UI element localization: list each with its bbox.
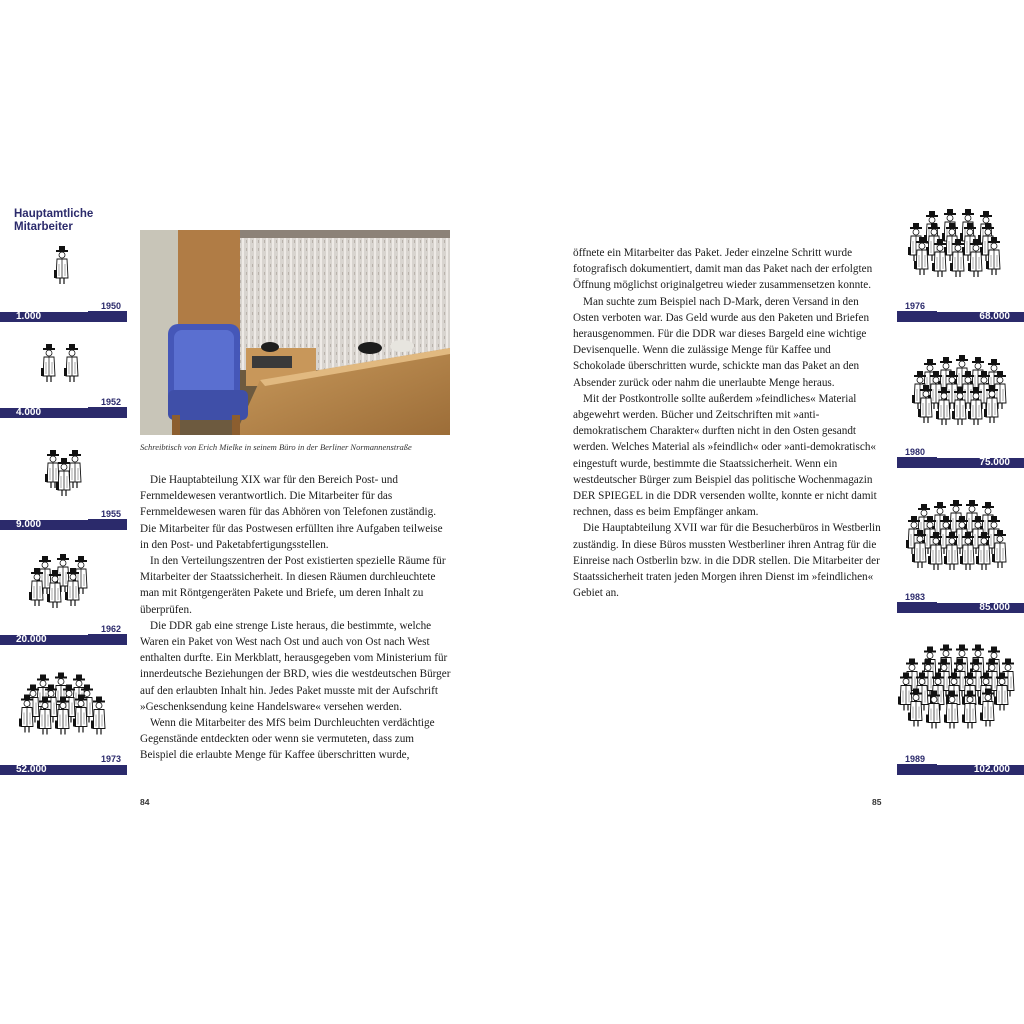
stat-count-bar: [897, 603, 1024, 613]
stat-1983: [897, 490, 1024, 613]
stat-year: 1983: [905, 592, 926, 602]
office-desk-photo: [140, 230, 450, 435]
paragraph: In den Verteilungszentren der Post existierten spezielle Räume für Mitarbeiter der Staatssicherheit. In diesen Räumen durchleuchtete man mit Röntgengeräten Pakete und Briefe, um deren Inhalt zu überprüfen.: [140, 555, 446, 616]
stat-1980: [897, 345, 1024, 468]
stat-count: 75.000: [979, 457, 1010, 468]
agent-figures-icon: [897, 641, 1024, 761]
right-page: [512, 0, 1024, 1024]
paragraph: Mit der Postkontrolle sollte außerdem »feindliches« Material abgewehrt werden. Bücher und Zeitschriften mit »anti-demokratischem Charakter« durften nicht in den Osten gesandt werden. Welches Material als »feindlich« oder »anti-demokratisch« eingestuft wurde, bestimmte die Staatssicherheit. Wenn ein westdeutscher Bürger zum Beispiel das politische Wochenmagazin DER SPIEGEL in die DDR versenden wollte, konnte er nicht damit rechnen, dass es beim Empfänger ankam.: [573, 392, 877, 519]
agent-figures-icon: [0, 666, 127, 761]
paragraph: Die Hauptabteilung XIX war für den Bereich Post- und Fernmeldewesen verantwortlich. Die Mitarbeiter für das Fernmeldewesen waren für das Abhören von Telefonen zuständig. Die Mitarbeiter für das Postwesen erfüllten ihre Aufgaben teilweise in den Post- und Paketabfertigungsstellen.: [140, 474, 443, 551]
photo-caption: Schreibtisch von Erich Mielke in seinem Büro in der Berliner Normannenstraße: [140, 442, 412, 452]
stat-year: 1950: [100, 301, 121, 311]
paragraph: Wenn die Mitarbeiter des MfS beim Durchleuchten verdächtige Gegenstände entdeckten oder wenn sie vermuteten, dass zum Beispiel die erlaubte Menge für Kaffee überschritten wurde,: [140, 717, 435, 762]
right-body-text: [573, 245, 885, 601]
stat-count: 52.000: [16, 764, 47, 775]
stat-1976: [897, 200, 1024, 322]
stat-year: 1962: [100, 624, 121, 634]
agent-figures-icon: [0, 446, 127, 516]
page-number: 85: [872, 797, 882, 807]
left-body-text: [140, 472, 452, 764]
sidebar-heading: Hauptamtliche Mitarbeiter: [14, 208, 94, 233]
agent-figures-icon: [0, 238, 127, 308]
stat-count-bar: [897, 312, 1024, 322]
agent-figures-icon: [0, 551, 127, 631]
stat-count-bar: [0, 520, 127, 530]
stat-1950: [0, 240, 127, 322]
paragraph: Die DDR gab eine strenge Liste heraus, die bestimmte, welche Waren ein Paket von West nach Ost und auch von Ost nach West enthalten durfte. Ein Merkblatt, herausgegeben vom Ministerium für innerdeutsche Beziehungen der BRD, wies die westdeutschen Bürger auf den erlaubten Inhalt hin. Jedes Paket musste mit der Aufschrift »Geschenksendung keine Handelsware« versehen werden.: [140, 619, 451, 713]
stat-count: 20.000: [16, 634, 47, 645]
stat-count: 4.000: [16, 407, 42, 418]
stat-1952: [0, 334, 127, 418]
paragraph: Die Hauptabteilung XVII war für die Besucherbüros in Westberlin zuständig. In diese Büros mussten Westberliner ihren Antrag für die Einreise nach Ostberlin bzw. in die DDR stellen. Die Mitarbeiter der Staatssicherheit traten jeden Morgen ihren Dienst im »feindlichen« Gebiet an.: [573, 522, 881, 600]
stat-year: 1980: [905, 447, 926, 457]
page-number: 84: [140, 797, 150, 807]
stat-count: 102.000: [973, 764, 1010, 775]
stat-1962: [0, 550, 127, 645]
agent-figures-icon: [897, 208, 1024, 308]
stat-count-bar: [0, 408, 127, 418]
stat-count-bar: [897, 765, 1024, 775]
stat-count-bar: [0, 312, 127, 322]
agent-figures-icon: [0, 334, 127, 404]
paragraph: öffnete ein Mitarbeiter das Paket. Jeder einzelne Schritt wurde fotografisch dokumentiert, damit man das Paket nach der erfolgten Öffnung möglichst originalgetreu wieder zusammensetzen konnte.: [573, 247, 873, 292]
agent-figures-icon: [897, 499, 1024, 599]
agent-figures-icon: [897, 354, 1024, 454]
stat-count: 85.000: [979, 602, 1010, 613]
stat-year: 1973: [100, 754, 121, 764]
stat-1973: [0, 665, 127, 775]
stat-year: 1952: [100, 397, 121, 407]
stat-count: 9.000: [16, 519, 42, 530]
office-photo-image: [140, 230, 450, 435]
paragraph: Man suchte zum Beispiel nach D-Mark, deren Versand in den Osten verboten war. Das Geld wurde aus den Paketen und Briefen herausgenommen. Für die DDR war dieses Bargeld eine wichtige Devisenquelle. Wenn die zulässige Menge für Kaffee und Schokolade überschritten wurde, schickte man das Paket an den Absender zurück oder nahm die unerlaubte Menge heraus.: [573, 295, 870, 389]
stat-count: 1.000: [16, 311, 42, 322]
stat-year: 1955: [100, 509, 121, 519]
stat-count-bar: [0, 635, 127, 645]
stat-1989: [897, 630, 1024, 775]
stat-count-bar: [897, 458, 1024, 468]
stat-count: 68.000: [979, 311, 1010, 322]
stat-1955: [0, 440, 127, 530]
stat-year: 1976: [905, 301, 926, 311]
stat-year: 1989: [905, 754, 926, 764]
stat-count-bar: [0, 765, 127, 775]
